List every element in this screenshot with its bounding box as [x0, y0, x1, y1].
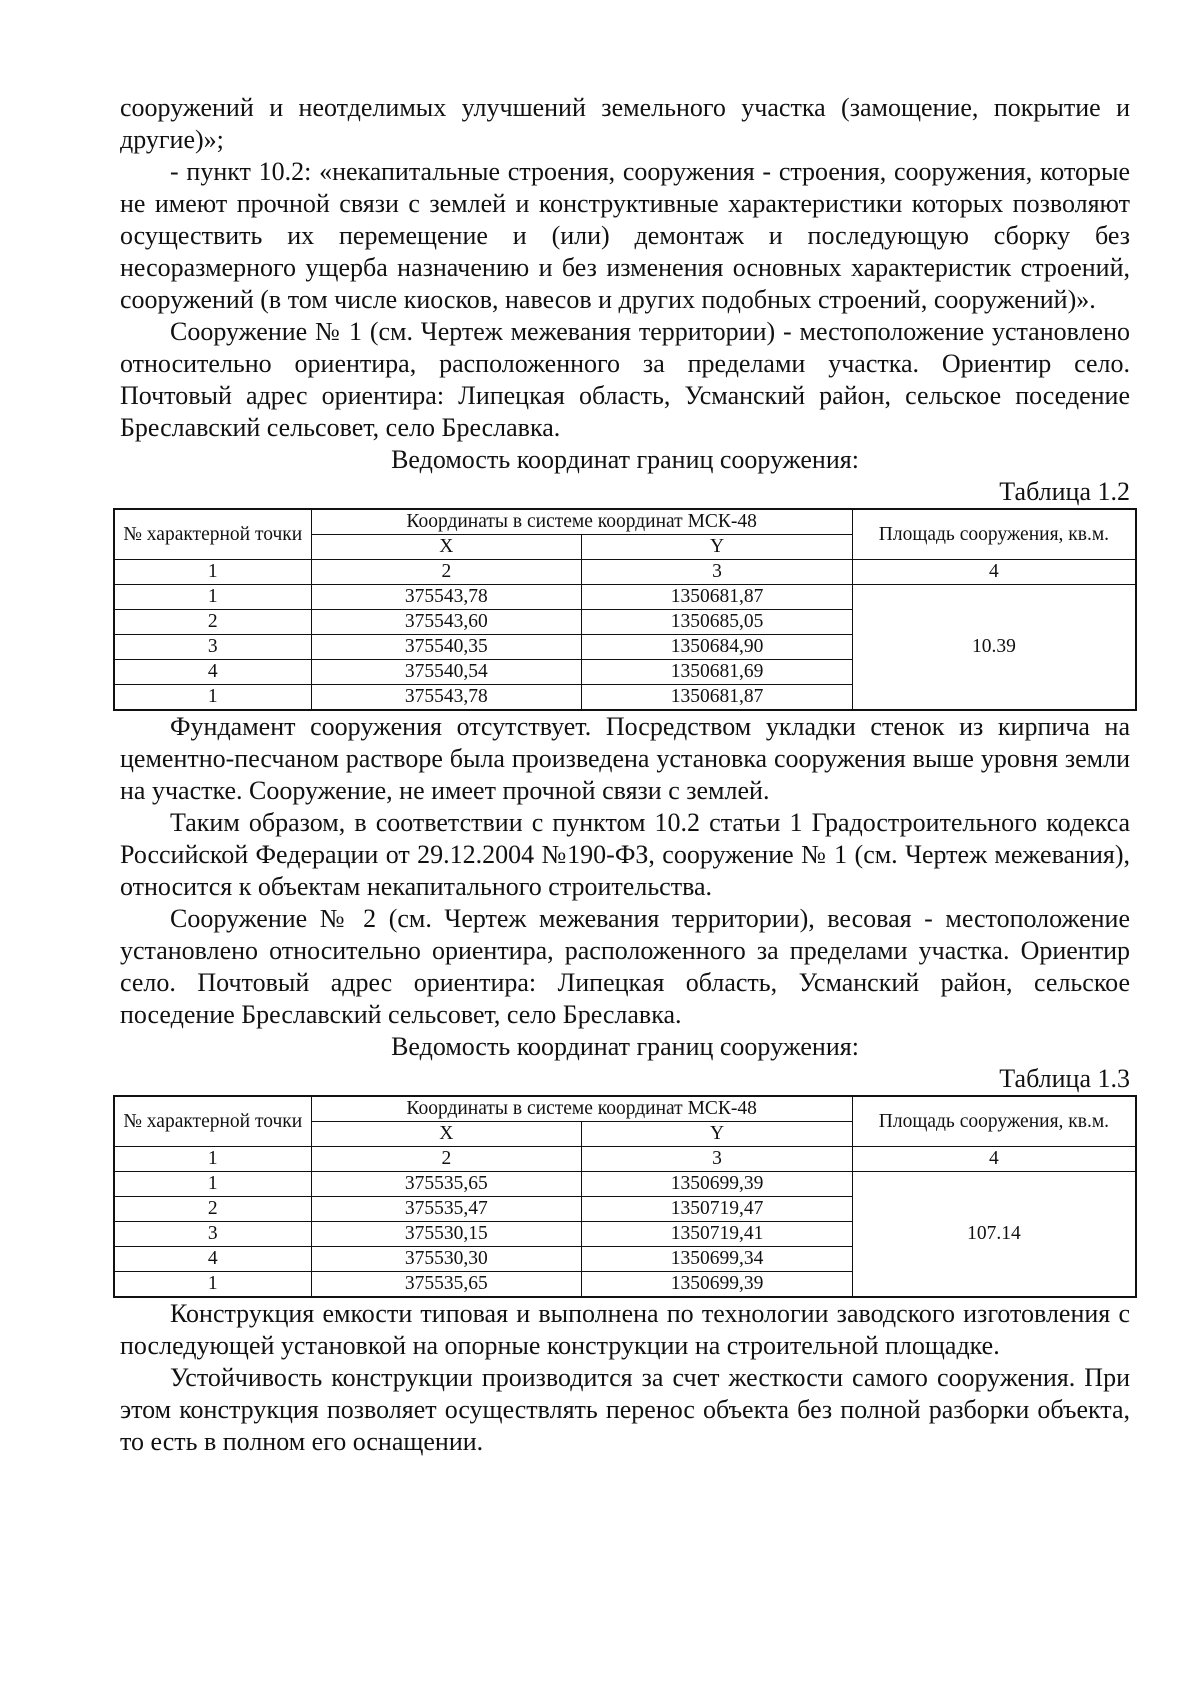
document-page — [120, 92, 1130, 1458]
table-cell: 2 — [114, 610, 311, 635]
paragraph: Сооружение № 2 (см. Чертеж межевания территории), весовая - местоположение установлено относительно ориентира, расположенного за пределами участка. Ориентир село. Почтовый адрес ориентира: Липецкая область, Усманский район, сельское поседение Бреславский сельсовет, село Бреславка. — [120, 904, 1130, 1029]
table-cell: 4 — [114, 660, 311, 685]
table-cell: 1350681,69 — [582, 660, 853, 685]
header-x: X — [311, 535, 582, 560]
table-cell: 1350719,41 — [582, 1222, 853, 1247]
paragraph: Фундамент сооружения отсутствует. Посредством укладки стенок из кирпича на цементно-песчаном растворе была произведена установка сооружения выше уровня земли на участке. Сооружение, не имеет прочной связи с землей. — [120, 712, 1130, 805]
table-cell: 3 — [114, 1222, 311, 1247]
coordinates-table — [113, 1095, 1137, 1298]
area-value: 107.14 — [852, 1172, 1136, 1298]
table-cell: 375543,78 — [311, 585, 582, 610]
table-cell: 2 — [311, 1147, 582, 1172]
table-cell: 1 — [114, 585, 311, 610]
table-cell: 1 — [114, 1147, 311, 1172]
table-label: Таблица 1.2 — [999, 477, 1130, 506]
table-cell: 3 — [114, 635, 311, 660]
table-cell: 2 — [311, 560, 582, 585]
paragraph: - пункт 10.2: «некапитальные строения, сооружения - строения, сооружения, которые не имеют прочной связи с землей и конструктивные характеристики которых позволяют осуществить их перемещение и (или) демонтаж и последующую сборку без несоразмерного ущерба назначению и без изменения основных характеристик строений, сооружений (в том числе киосков, навесов и других подобных строений, сооружений)». — [120, 157, 1130, 314]
table-cell: 1350685,05 — [582, 610, 853, 635]
paragraph: Таким образом, в соответствии с пунктом 10.2 статьи 1 Градостроительного кодекса Российской Федерации от 29.12.2004 №190-ФЗ, сооружение № 1 (см. Чертеж межевания), относится к объектам некапитального строительства. — [120, 808, 1130, 901]
table-caption: Ведомость координат границ сооружения: — [391, 445, 859, 474]
table-cell: 1350699,39 — [582, 1272, 853, 1298]
table-label: Таблица 1.3 — [999, 1064, 1130, 1093]
header-y: Y — [582, 1122, 853, 1147]
table-row — [114, 585, 1136, 610]
table-cell: 375530,15 — [311, 1222, 582, 1247]
table-cell: 1 — [114, 685, 311, 711]
paragraph: Конструкция емкости типовая и выполнена по технологии заводского изготовления с последующей установкой на опорные конструкции на строительной площадке. — [120, 1299, 1130, 1360]
coordinates-table — [113, 508, 1137, 711]
table-cell: 1 — [114, 560, 311, 585]
table-cell: 1350681,87 — [582, 685, 853, 711]
header-point-number: № характерной точки — [114, 1096, 311, 1147]
table-cell: 375535,65 — [311, 1172, 582, 1197]
numbering-row — [114, 560, 1136, 585]
numbering-row — [114, 1147, 1136, 1172]
paragraph: Устойчивость конструкции производится за счет жесткости самого сооружения. При этом конструкция позволяет осуществлять перенос объекта без полной разборки объекта, то есть в полном его оснащении. — [120, 1363, 1130, 1456]
table-cell: 375540,35 — [311, 635, 582, 660]
table-cell: 375543,60 — [311, 610, 582, 635]
table-cell: 3 — [582, 560, 853, 585]
area-value: 10.39 — [852, 585, 1136, 711]
table-cell: 375543,78 — [311, 685, 582, 711]
table-cell: 1350699,34 — [582, 1247, 853, 1272]
table-cell: 1350719,47 — [582, 1197, 853, 1222]
header-area: Площадь сооружения, кв.м. — [852, 1096, 1136, 1147]
header-y: Y — [582, 535, 853, 560]
header-point-number: № характерной точки — [114, 509, 311, 560]
table-cell: 1 — [114, 1172, 311, 1197]
table-cell: 4 — [852, 1147, 1136, 1172]
table-cell: 375540,54 — [311, 660, 582, 685]
table-cell: 375535,65 — [311, 1272, 582, 1298]
table-cell: 375530,30 — [311, 1247, 582, 1272]
paragraph: Сооружение № 1 (см. Чертеж межевания территории) - местоположение установлено относительно ориентира, расположенного за пределами участка. Ориентир село. Почтовый адрес ориентира: Липецкая область, Усманский район, сельское поседение Бреславский сельсовет, село Бреславка. — [120, 317, 1130, 442]
header-x: X — [311, 1122, 582, 1147]
paragraph: сооружений и неотделимых улучшений земельного участка (замощение, покрытие и другие)»; — [120, 93, 1130, 154]
table-cell: 375535,47 — [311, 1197, 582, 1222]
table-row — [114, 1172, 1136, 1197]
table-cell: 1 — [114, 1272, 311, 1298]
table-cell: 4 — [114, 1247, 311, 1272]
table-caption: Ведомость координат границ сооружения: — [391, 1032, 859, 1061]
table-cell: 1350699,39 — [582, 1172, 853, 1197]
table-cell: 1350681,87 — [582, 585, 853, 610]
header-coordinates: Координаты в системе координат МСК-48 — [311, 1096, 852, 1122]
table-cell: 1350684,90 — [582, 635, 853, 660]
table-cell: 2 — [114, 1197, 311, 1222]
header-coordinates: Координаты в системе координат МСК-48 — [311, 509, 852, 535]
table-cell: 4 — [852, 560, 1136, 585]
table-cell: 3 — [582, 1147, 853, 1172]
header-area: Площадь сооружения, кв.м. — [852, 509, 1136, 560]
